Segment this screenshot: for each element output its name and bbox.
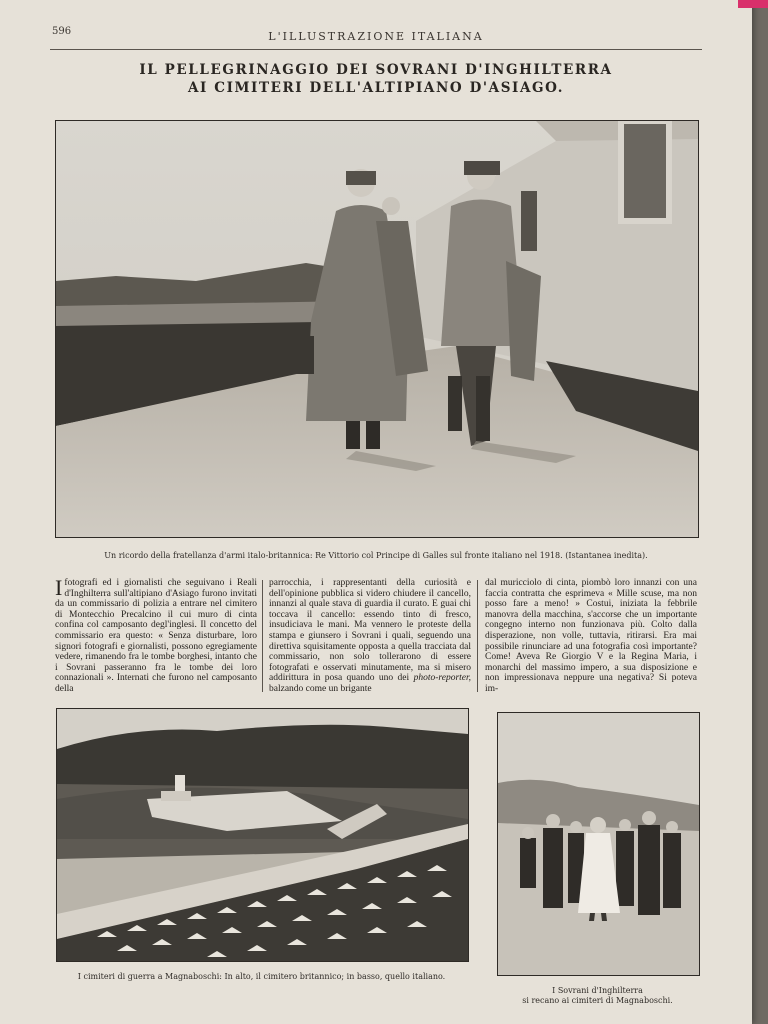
page-number: 596	[52, 26, 72, 37]
running-head: L'ILLUSTRAZIONE ITALIANA	[268, 30, 484, 43]
cemetery-photograph	[56, 708, 469, 962]
sovereigns-photograph	[497, 712, 700, 976]
top-photograph	[55, 120, 699, 538]
sovereigns-caption-line-2: si recano ai cimiteri di Magnaboschi.	[522, 996, 673, 1005]
article-column-1	[55, 575, 257, 695]
header-rule	[50, 49, 702, 50]
column-2-text-end: balzando come un brigante	[269, 683, 372, 694]
column-2-italic: photo-reporter,	[413, 673, 472, 684]
column-2-text: parrocchia, i rappresentanti della curiosità e dell'opinione pubblica si videro chiudere il cancello, innanzi al quale stava di guardia il curato. E guai chi toccava il cancello: essendo tinto di fresco, insudiciava le mani. Ma vennero le proteste della stampa e giunsero i Sovrani i quali, seguendo una direttiva squisitamente opposta a quella tracciata dal commissario, non solo tollerarono di essere fotografati e osservati minutamente, ma si misero addirittura in posa quando uno dei	[269, 578, 471, 684]
sovereigns-caption-line-1: I Sovrani d'Inghilterra	[552, 986, 643, 995]
article-title-line-2: AI CIMITERI DELL'ALTIPIANO D'ASIAGO.	[187, 80, 565, 96]
article-column-3	[485, 578, 697, 695]
page-edge-mark	[738, 0, 768, 8]
column-1-text: fotografi ed i giornalisti che seguivano i Reali d'Inghilterra sull'altipiano d'Asiago furono invitati da un commissario di polizia a entrare nel cimitero di Montecchio Precalcino il cui muro di cinta confina col camposanto degl'inglesi. Il concetto del commissario era questo: « Senza disturbare, loro signori fotografi e giornalisti, possono egregiamente vedere, rimanendo fra le tombe borghesi, intanto che i Sovrani passeranno fra le tombe dei loro connazionali ». Internati che furono nel camposanto della	[55, 578, 257, 694]
article-title-line-1: IL PELLEGRINAGGIO DEI SOVRANI D'INGHILTERRA	[139, 62, 613, 78]
top-photo-caption: Un ricordo della fratellanza d'armi italo-britannica: Re Vittorio col Principe di Galles sul fronte italiano nel 1918. (Istantanea inedita).	[104, 551, 648, 560]
drop-cap: I	[55, 575, 63, 600]
column-rule-1	[262, 580, 263, 692]
cemetery-photo-caption: I cimiteri di guerra a Magnaboschi: In alto, il cimitero britannico; in basso, quello italiano.	[77, 972, 446, 981]
column-rule-2	[477, 580, 478, 692]
column-3-text: dal muricciolo di cinta, piombò loro innanzi con una faccia contratta che esprimeva « Mille scuse, ma non posso fare a meno! » Costui, iniziata la febbrile manovra della macchina, s'accorse che un importante congegno interno non funzionava più. Colto dalla disperazione, non volle, tuttavia, ritirarsi. Era mai possibile rinunciare ad una fotografia così importante? Come! Aveva Re Giorgio V e la Regina Maria, i monarchi del massimo impero, a sua disposizione e non impressionava neppure una negativa? Si poteva im-	[485, 578, 697, 694]
article-column-2	[269, 578, 471, 695]
